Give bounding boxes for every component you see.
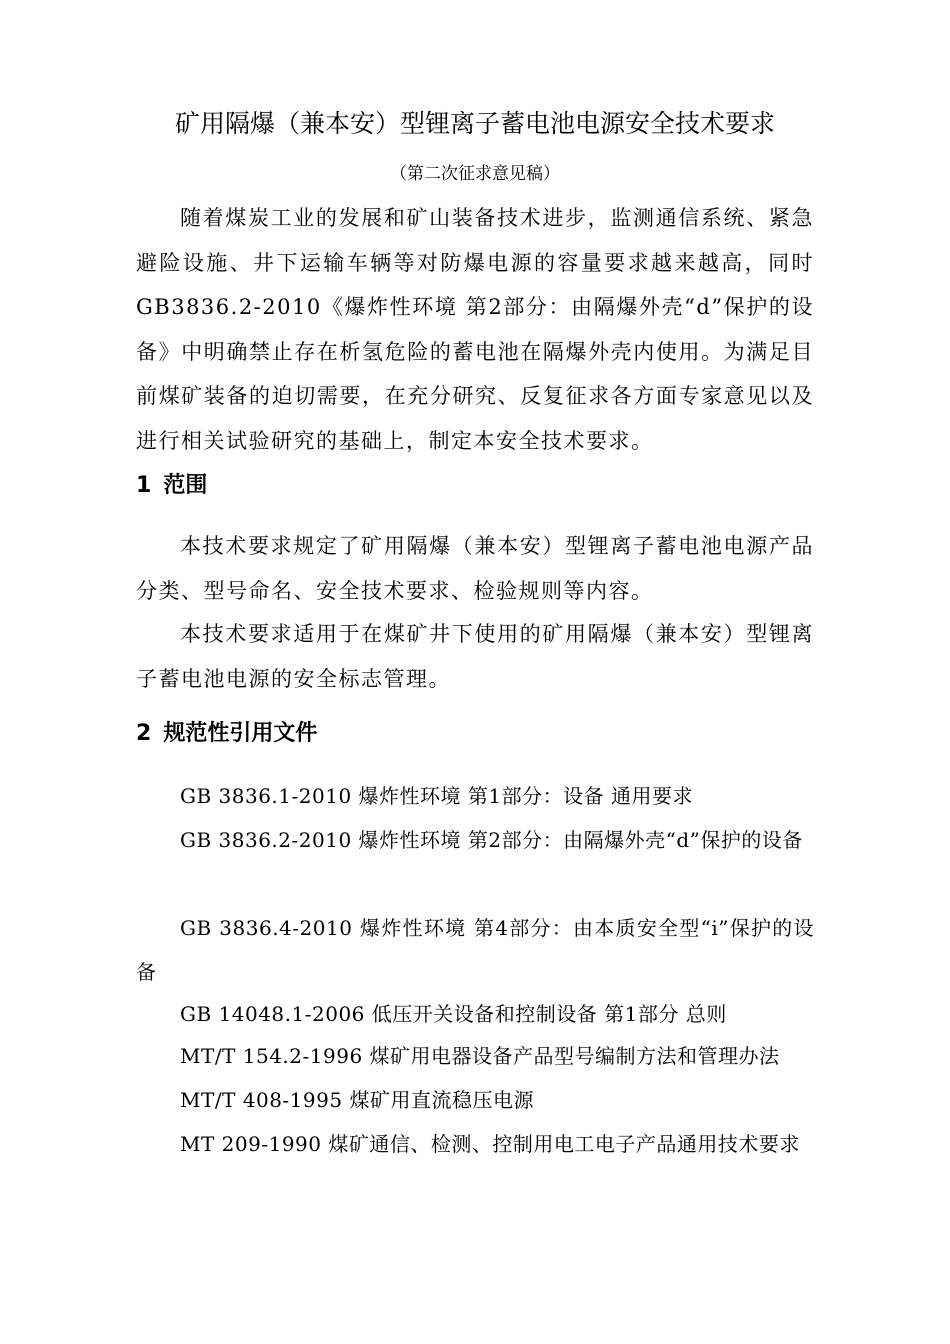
- section-1-number: 1: [136, 473, 152, 498]
- section-2-number: 2: [136, 721, 152, 746]
- intro-paragraph: 随着煤炭工业的发展和矿山装备技术进步，监测通信系统、紧急避险设施、井下运输车辆等对防爆电源的容量要求越来越高，同时GB3836.2-2010《爆炸性环境 第2部分：由隔爆外壳“d”保护的设备》中明确禁止存在析氢危险的蓄电池在隔爆外壳内使用。为满足目前煤矿装备的迫切需要，在充分研究、反复征求各方面专家意见以及进行相关试验研究的基础上，制定本安全技术要求。: [136, 206, 814, 453]
- section-2-heading: [136, 718, 317, 750]
- scope-paragraph-1: 本技术要求规定了矿用隔爆（兼本安）型锂离子蓄电池电源产品分类、型号命名、安全技术要求、检验规则等内容。: [136, 534, 814, 603]
- reference-item: MT/T 154.2-1996 煤矿用电器设备产品型号编制方法和管理办法: [180, 1044, 780, 1068]
- document-title: 矿用隔爆（兼本安）型锂离子蓄电池电源安全技术要求: [174, 109, 775, 138]
- reference-item: GB 3836.2-2010 爆炸性环境 第2部分：由隔爆外壳“d”保护的设备: [180, 828, 803, 852]
- section-1-heading: [136, 470, 207, 502]
- reference-item: GB 3836.4-2010 爆炸性环境 第4部分：由本质安全型“i”保护的设备: [136, 916, 814, 984]
- reference-item: MT 209-1990 煤矿通信、检测、控制用电工电子产品通用技术要求: [180, 1132, 800, 1156]
- reference-item: GB 3836.1-2010 爆炸性环境 第1部分：设备 通用要求: [180, 784, 693, 808]
- reference-item: MT/T 408-1995 煤矿用直流稳压电源: [180, 1088, 534, 1112]
- document-subtitle: （第二次征求意见稿）: [390, 164, 560, 184]
- reference-item: GB 14048.1-2006 低压开关设备和控制设备 第1部分 总则: [180, 1002, 727, 1026]
- scope-paragraph-2: 本技术要求适用于在煤矿井下使用的矿用隔爆（兼本安）型锂离子蓄电池电源的安全标志管理。: [136, 622, 814, 691]
- section-1-title: 范围: [163, 473, 208, 498]
- section-2-title: 规范性引用文件: [163, 721, 318, 746]
